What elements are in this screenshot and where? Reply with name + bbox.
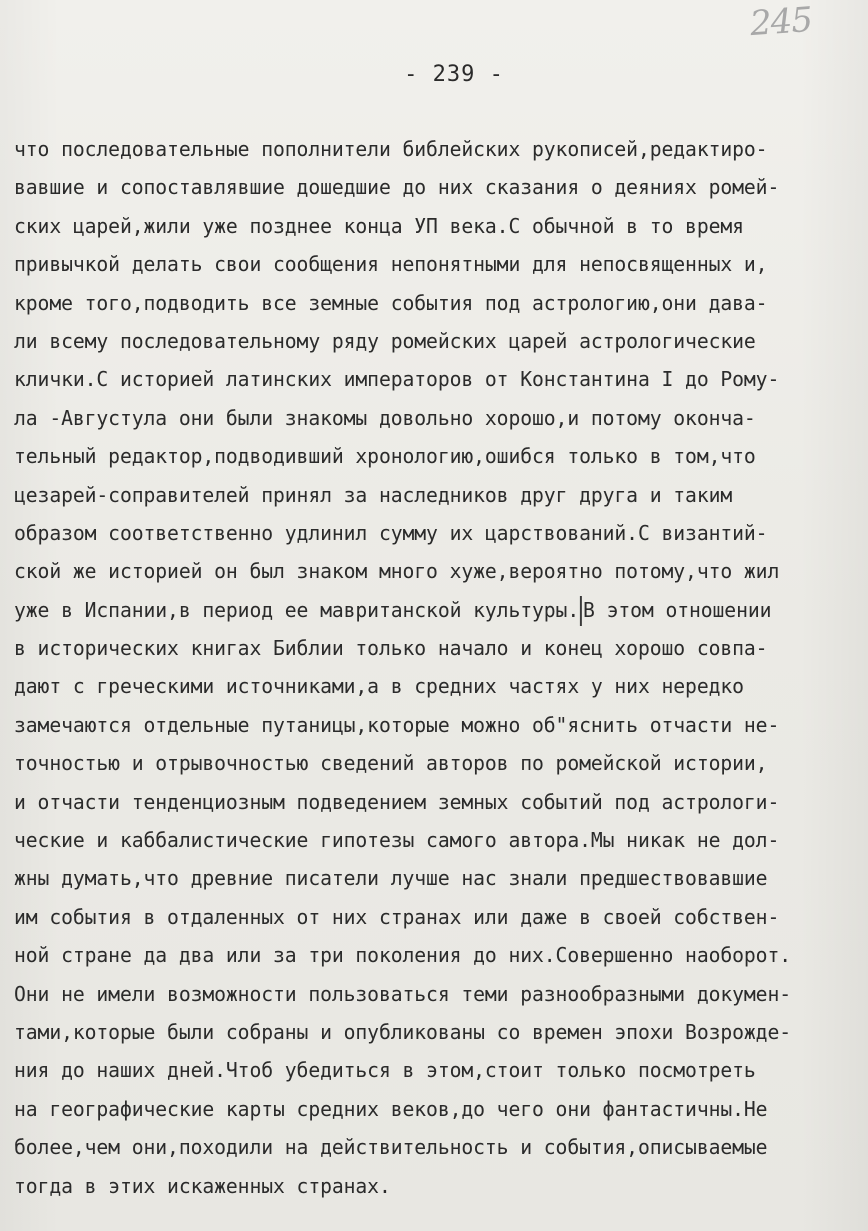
text-line: на географические карты средних веков,до чего они фантастичны.Не xyxy=(14,1096,768,1121)
text-line: точностью и отрывочностью сведений авторов по ромейской истории, xyxy=(14,751,768,776)
text-line: образом соответственно удлинил сумму их царствований.С византий- xyxy=(14,520,768,545)
text-line: ской же историей он был знаком много хуже,вероятно потому,что жил xyxy=(14,559,780,584)
text-line: Они не имели возможности пользоваться теми разнообразными докумен- xyxy=(14,981,791,1006)
text-line: ских царей,жили уже позднее конца УП века.С обычной в то время xyxy=(14,213,744,238)
text-line: ческие и каббалистические гипотезы самого автора.Мы никак не дол- xyxy=(14,828,780,853)
text-line: привычкой делать свои сообщения непонятными для непосвященных и, xyxy=(14,252,768,277)
text-line: клички.С историей латинских императоров от Константина I до Рому- xyxy=(14,367,780,392)
text-line: цезарей-соправителей принял за наследников друг друга и таким xyxy=(14,482,733,507)
text-line: жны думать,что древние писатели лучше нас знали предшествовавшие xyxy=(14,866,768,891)
page-number: - 239 - xyxy=(404,62,504,87)
text-line: дают с греческими источниками,а в средних частях у них нередко xyxy=(14,674,744,699)
text-line: замечаются отдельные путаницы,которые можно об"яснить отчасти не- xyxy=(14,712,780,737)
text-line: вавшие и сопоставлявшие дошедшие до них сказания о деяниях ромей- xyxy=(14,175,780,200)
text-line: кроме того,подводить все земные события под астрологию,они дава- xyxy=(14,290,768,315)
text-line: тами,которые были собраны и опубликованы со времен эпохи Возрожде- xyxy=(14,1019,791,1044)
text-line: им события в отдаленных от них странах или даже в своей собствен- xyxy=(14,904,780,929)
text-line: ния до наших дней.Чтоб убедиться в этом,стоит только посмотреть xyxy=(14,1058,756,1083)
archive-number: 245 xyxy=(748,0,814,45)
text-line: тогда в этих искаженных странах. xyxy=(14,1173,391,1198)
text-line: что последовательные пополнители библейских рукописей,редактиро- xyxy=(14,137,768,161)
text-line: ли всему последовательному ряду ромейских царей астрологические xyxy=(14,328,756,353)
text-line: и отчасти тенденциозным подведением земных событий под астрологи- xyxy=(14,789,780,814)
paragraph-bracket-mark xyxy=(580,596,582,626)
text-line: ной стране да два или за три поколения до них.Совершенно наоборот. xyxy=(14,943,791,968)
text-line: уже в Испании,в период ее мавританской культуры. В этом отношении xyxy=(14,591,852,629)
text-line: в исторических книгах Библии только начало и конец хорошо совпа- xyxy=(14,636,768,661)
text-line: более,чем они,походили на действительность и события,описываемые xyxy=(14,1135,768,1160)
text-line: тельный редактор,подводивший хронологию,ошибся только в том,что xyxy=(14,444,756,469)
body-text xyxy=(14,130,864,1205)
text-line: ла -Августула они были знакомы довольно хорошо,и потому оконча- xyxy=(14,405,756,430)
